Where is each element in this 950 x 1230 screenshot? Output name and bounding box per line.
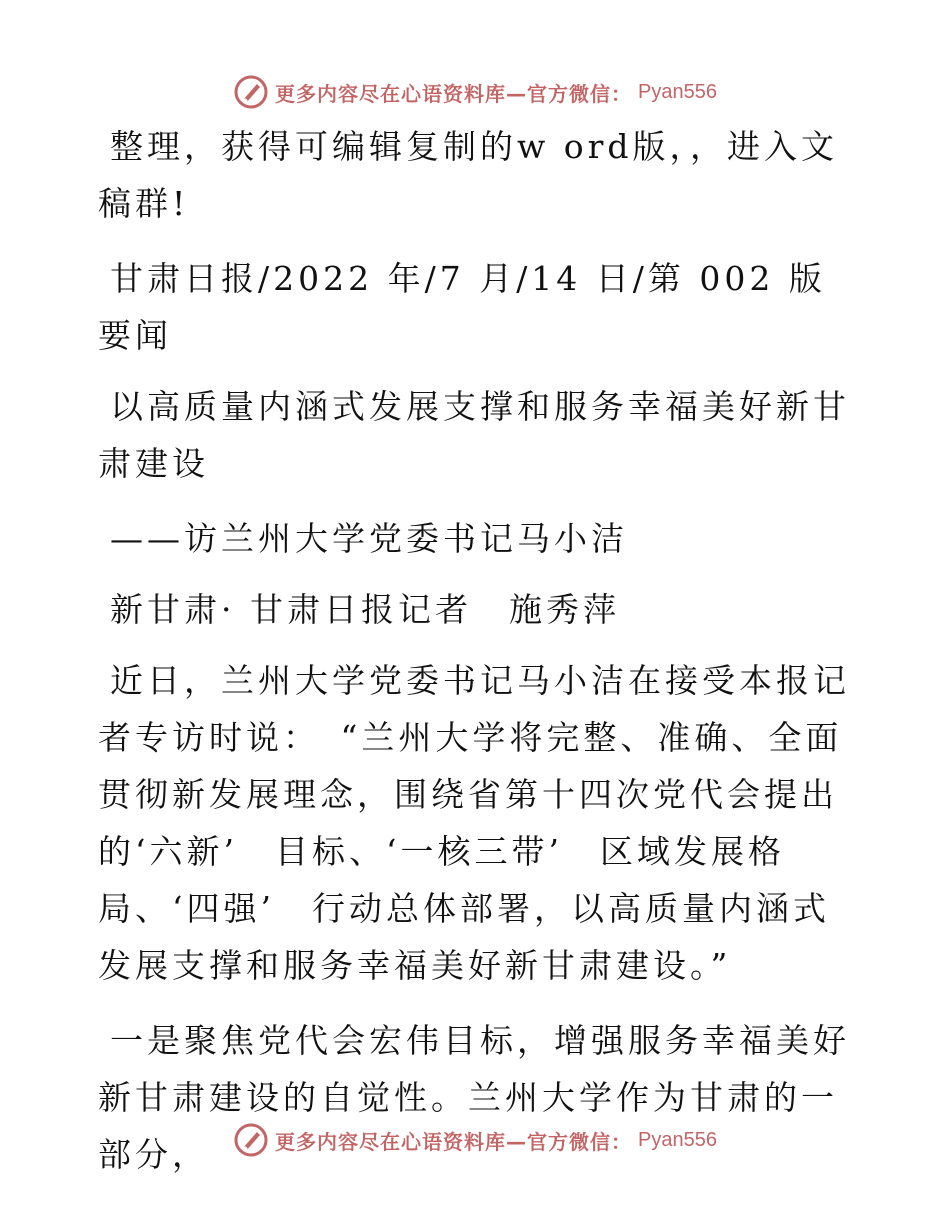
intro-paragraph: 整理，获得可编辑复制的w ord版，，进入文稿群! xyxy=(98,127,839,223)
source-line: 甘肃日报/2022 年/7 月/14 日/第 002 版要闻 xyxy=(98,259,826,355)
watermark-footer xyxy=(0,1118,950,1162)
watermark-header xyxy=(0,70,950,114)
article-subtitle: ——访兰州大学党委书记马小洁 xyxy=(110,519,628,558)
pen-logo-icon xyxy=(233,74,269,110)
watermark-text: 更多内容尽在心语资料库—官方微信： xyxy=(275,81,633,106)
pen-logo-icon xyxy=(233,1122,269,1158)
watermark-wechat-id: Pyan556 xyxy=(638,1128,717,1151)
body-paragraph-2: 一是聚焦党代会宏伟目标，增强服务幸福美好新甘肃建设的自觉性。兰州大学作为甘肃的一部分， xyxy=(98,1021,850,1174)
watermark-wechat-id: Pyan556 xyxy=(638,80,717,103)
body-paragraph-1: 近日，兰州大学党委书记马小洁在接受本报记者专访时说： “兰州大学将完整、准确、全面贯彻新发展理念，围绕省第十四次党代会提出的‘六新’ 目标、‘一核三带’ 区域发展格局、‘四强’ 行动总体部署，以高质量内涵式发展支撑和服务幸福美好新甘肃建设。” xyxy=(98,661,850,985)
byline: 新甘肃· 甘肃日报记者 施秀萍 xyxy=(110,590,620,629)
article-title: 以高质量内涵式发展支撑和服务幸福美好新甘肃建设 xyxy=(98,387,850,483)
document-body xyxy=(98,118,858,1201)
watermark-text: 更多内容尽在心语资料库—官方微信： xyxy=(275,1129,633,1154)
